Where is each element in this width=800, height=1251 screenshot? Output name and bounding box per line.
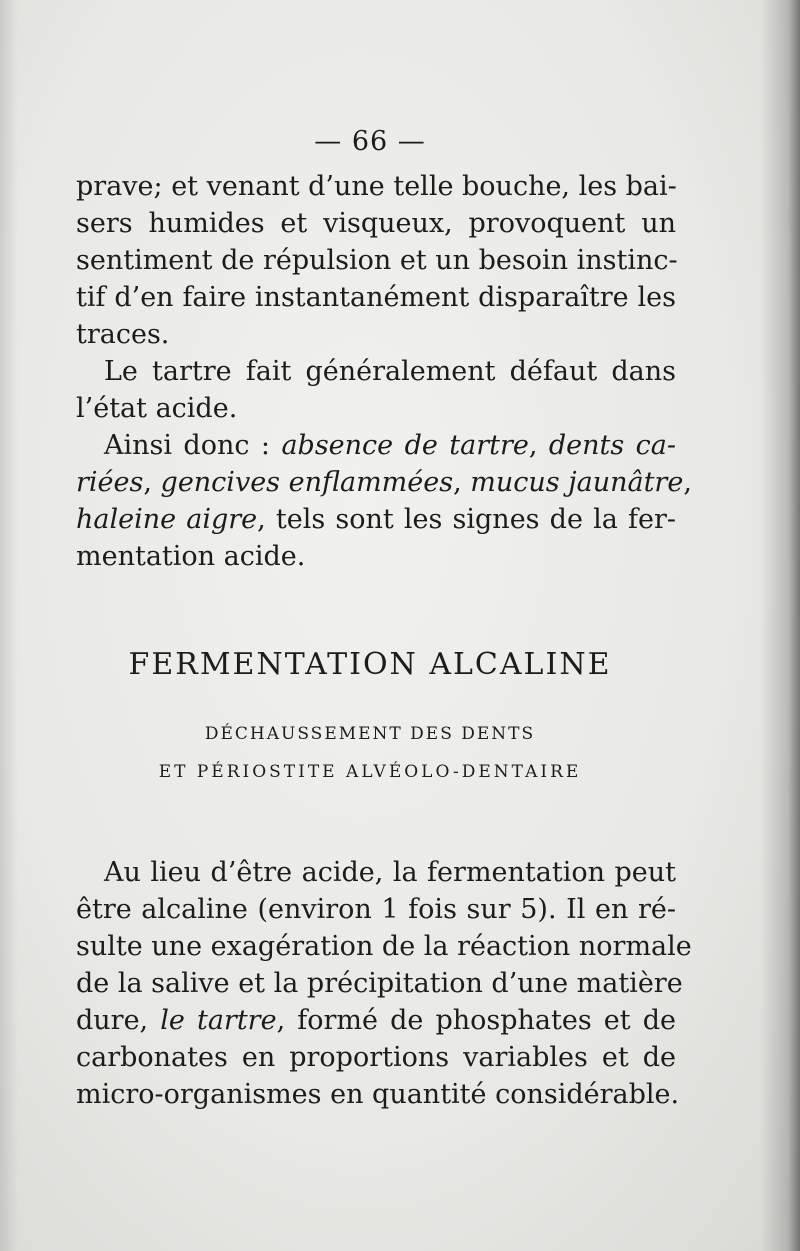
paragraph-line: tif d’en faire instantanément disparaître les <box>76 282 676 313</box>
text-run: , formé de phosphates et de <box>276 1005 676 1036</box>
italic-run: le tartre <box>160 1005 277 1036</box>
page-number: — 66 — <box>314 126 426 157</box>
paragraph-line: micro-organismes en quantité considérable. <box>76 1079 680 1110</box>
paragraph-line: sentiment de répulsion et un besoin instinc- <box>76 245 678 276</box>
text-run: , <box>683 467 692 498</box>
page-gutter-shadow <box>0 0 18 1251</box>
section-title: FERMENTATION ALCALINE <box>128 647 612 682</box>
paragraph-line: prave; et venant d’une telle bouche, les bai- <box>76 171 677 202</box>
section-subtitle: DÉCHAUSSEMENT DES DENTS <box>204 724 536 744</box>
text-block-upper <box>76 168 692 575</box>
text-run: , tels sont les signes de la fer- <box>257 504 676 535</box>
italic-run: mucus jaunâtre <box>470 467 684 498</box>
paragraph-line: l’état acide. <box>76 393 238 424</box>
text-run: , <box>453 467 471 498</box>
paragraph-line: être alcaline (environ 1 fois sur 5). Il en ré- <box>76 894 676 925</box>
paragraph-line: Le tartre fait généralement défaut dans <box>104 356 676 387</box>
italic-run: gencives enflammées <box>160 467 454 498</box>
paragraph-line: mentation acide. <box>76 541 306 572</box>
paragraph-line: sulte une exagération de la réaction normale <box>76 931 692 962</box>
italic-run: riées <box>76 467 144 498</box>
italic-run: absence de tartre <box>281 430 529 461</box>
paragraph-line: carbonates en proportions variables et de <box>76 1042 676 1073</box>
italic-run: haleine aigre <box>76 504 258 535</box>
page-edge-shadow <box>760 0 800 1251</box>
paragraph-line <box>76 427 676 464</box>
text-run: , <box>143 467 161 498</box>
text-block-lower <box>76 854 692 1113</box>
paragraph-line: Au lieu d’être acide, la fermentation peut <box>104 857 676 888</box>
paragraph-line <box>76 501 676 538</box>
text-run: dure, <box>76 1005 161 1036</box>
paragraph-line: traces. <box>76 319 170 350</box>
paragraph-line <box>76 464 692 501</box>
paragraph-line: sers humides et visqueux, provoquent un <box>76 208 676 239</box>
text-run: Ainsi donc : <box>104 430 282 461</box>
paragraph-line: de la salive et la précipitation d’une matière <box>76 968 683 999</box>
italic-run: dents ca- <box>548 430 676 461</box>
section-subtitle: ET PÉRIOSTITE ALVÉOLO-DENTAIRE <box>158 762 582 782</box>
text-run: , <box>528 430 549 461</box>
paragraph-line <box>76 1002 676 1039</box>
